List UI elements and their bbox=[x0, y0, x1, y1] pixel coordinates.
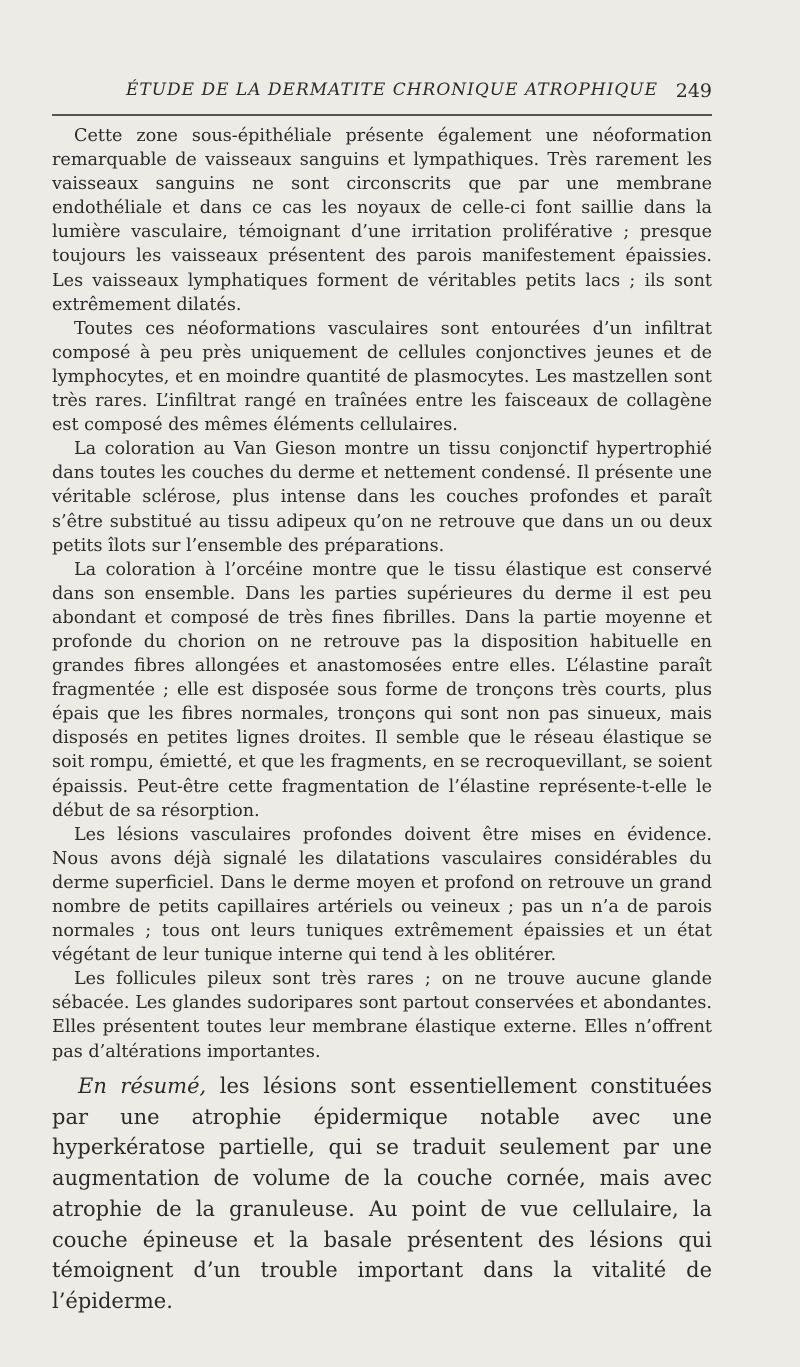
page-number: 249 bbox=[675, 80, 712, 102]
paragraph: Cette zone sous-épithéliale présente également une néoformation remarquable de vaisseaux sanguins et lympathiques. Très rarement les vaisseaux sanguins ne sont circonscrits que par une membrane endothéliale et dans ce cas les noyaux de celle-ci font saillie dans la lumière vasculaire, témoignant d’une irritation proliférative ; presque toujours les vaisseaux présentent des parois manifestement épaissies. Les vaisseaux lymphatiques forment de véritables petits lacs ; ils sont extrêmement dilatés. bbox=[52, 126, 712, 315]
summary-section bbox=[52, 1071, 712, 1317]
running-title: ÉTUDE DE LA DERMATITE CHRONIQUE ATROPHIQUE bbox=[125, 80, 659, 100]
summary-lead: En résumé, bbox=[78, 1074, 207, 1098]
body-text bbox=[52, 124, 712, 1064]
summary-text: les lésions sont essentiellement constituées par une atrophie épidermique notable avec une hyperkératose partielle, qui se traduit seulement par une augmentation de volume de la couche cornée, mais avec atrophie de la granuleuse. Au point de vue cellulaire, la couche épineuse et la basale présentent des lésions qui témoignent d’un trouble important dans la vitalité de l’épiderme. bbox=[52, 1074, 712, 1313]
paragraph: Les follicules pileux sont très rares ; on ne trouve aucune glande sébacée. Les glandes sudoripares sont partout conservées et abondantes. Elles présentent toutes leur membrane élastique externe. Elles n’offrent pas d’altérations importantes. bbox=[52, 969, 712, 1062]
page-header bbox=[52, 76, 712, 106]
header-rule bbox=[52, 114, 712, 116]
paragraph: Toutes ces néoformations vasculaires sont entourées d’un infiltrat composé à peu près uniquement de cellules conjonctives jeunes et de lymphocytes, et en moindre quantité de plasmocytes. Les mastzellen sont très rares. L’infiltrat rangé en traînées entre les faisceaux de collagène est composé des mêmes éléments cellulaires. bbox=[52, 318, 712, 436]
paragraph: La coloration au Van Gieson montre un tissu conjonctif hypertrophié dans toutes les couches du derme et nettement condensé. Il présente une véritable sclérose, plus intense dans les couches profondes et paraît s’être substitué au tissu adipeux qu’on ne retrouve que dans un ou deux petits îlots sur l’ensemble des préparations. bbox=[52, 439, 712, 556]
summary-paragraph bbox=[52, 1071, 712, 1317]
paragraph: Les lésions vasculaires profondes doivent être mises en évidence. Nous avons déjà signalé les dilatations vasculaires considérables du derme superficiel. Dans le derme moyen et profond on retrouve un grand nombre de petits capillaires artériels ou veineux ; pas un n’a de parois normales ; tous ont leurs tuniques extrêmement épaissies et un état végétant de leur tunique interne qui tend à les oblitérer. bbox=[52, 824, 712, 966]
paragraph: La coloration à l’orcéine montre que le tissu élastique est conservé dans son ensemble. Dans les parties supérieures du derme il est peu abondant et composé de très fines fibrilles. Dans la partie moyenne et profonde du chorion on ne retrouve pas la disposition habituelle en grandes fibres allongées et anastomosées entre elles. L’élastine paraît fragmentée ; elle est disposée sous forme de tronçons très courts, plus épais que les fibres normales, tronçons qui sont non pas sinueux, mais disposés en petites lignes droites. Il semble que le réseau élastique se soit rompu, émietté, et que les fragments, en se recroquevillant, se soient épaissis. Peut-être cette fragmentation de l’élastine représente-t-elle le début de sa résorption. bbox=[52, 559, 713, 821]
